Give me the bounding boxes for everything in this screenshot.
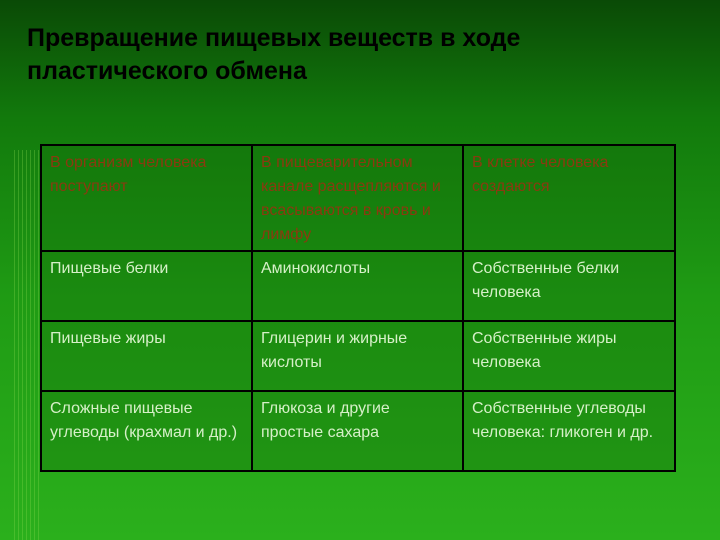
table-cell: Пищевые жиры	[41, 321, 252, 391]
table-header-cell: В организм человека поступают	[41, 145, 252, 251]
table-cell: Аминокислоты	[252, 251, 463, 321]
table-cell: Собственные жиры человека	[463, 321, 675, 391]
table-header-cell: В пищеварительном канале расщепляются и всасываются в кровь и лимфу	[252, 145, 463, 251]
table-cell: Собственные углеводы человека: гликоген и др.	[463, 391, 675, 471]
table-cell: Пищевые белки	[41, 251, 252, 321]
table-cell: Глицерин и жирные кислоты	[252, 321, 463, 391]
table-cell: Глюкоза и другие простые сахара	[252, 391, 463, 471]
conversion-table	[40, 144, 676, 472]
table-header-row	[41, 145, 675, 251]
table-row	[41, 321, 675, 391]
table-cell: Собственные белки человека	[463, 251, 675, 321]
table-row	[41, 391, 675, 471]
decorative-lines	[14, 150, 42, 540]
table-cell: Сложные пищевые углеводы (крахмал и др.)	[41, 391, 252, 471]
table-row	[41, 251, 675, 321]
table-header-cell: В клетке человека создаются	[463, 145, 675, 251]
slide-title: Превращение пищевых веществ в ходе пластического обмена	[27, 24, 521, 85]
